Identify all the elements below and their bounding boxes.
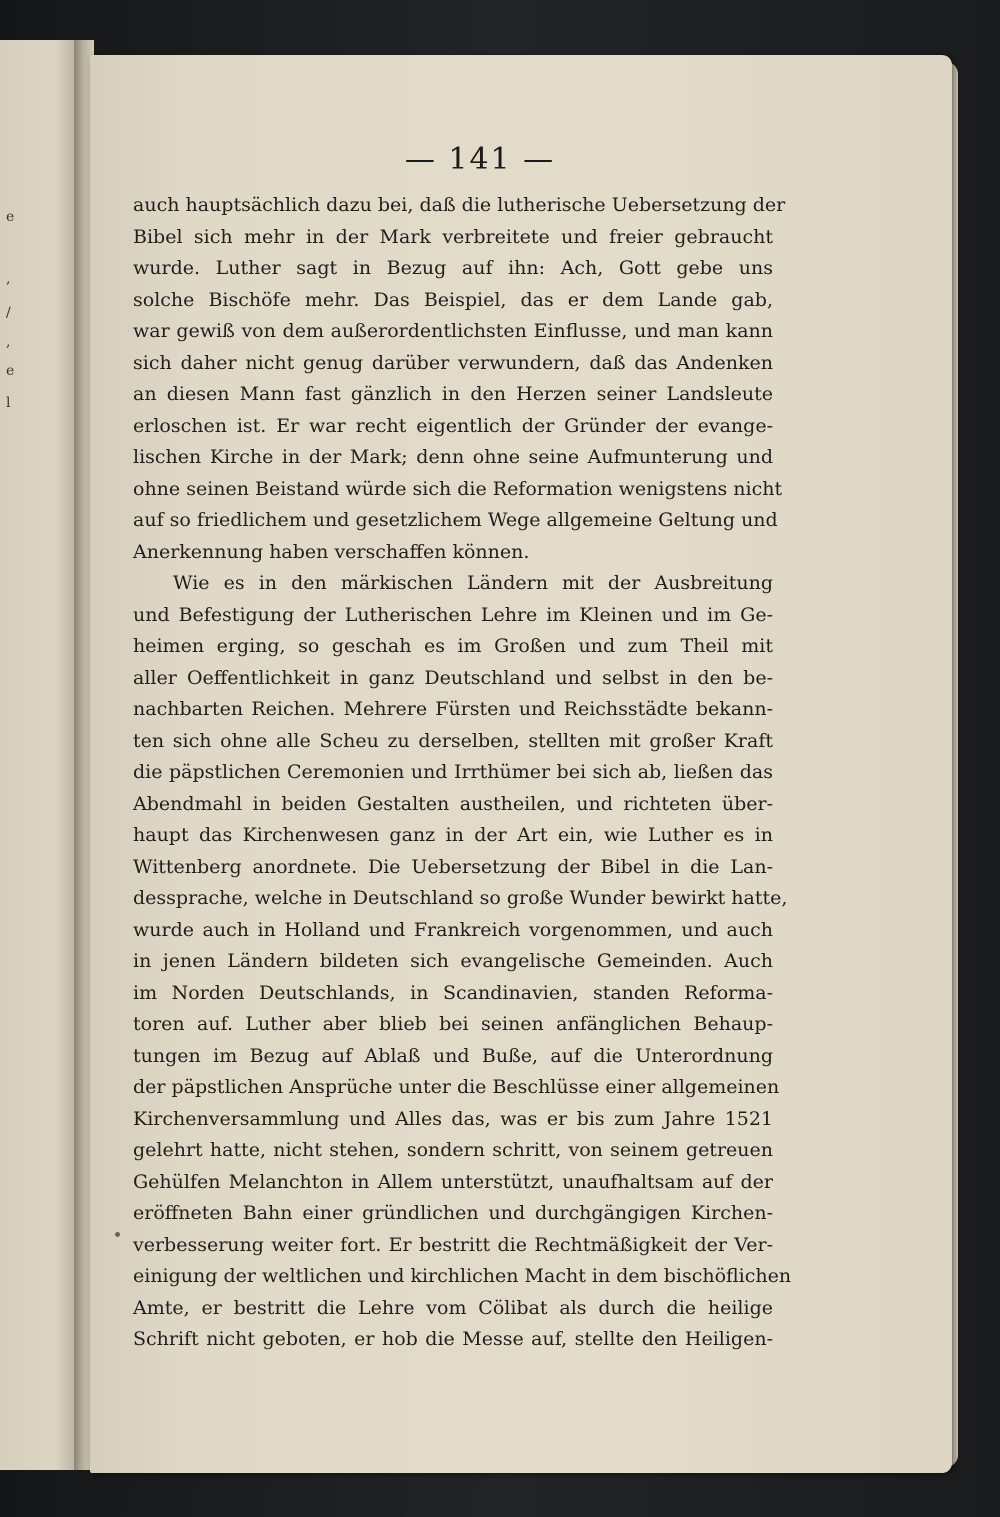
left-page-fragment: l bbox=[6, 395, 11, 411]
previous-page-edge bbox=[0, 40, 78, 1470]
body-text bbox=[133, 190, 792, 1356]
text-line: Bibel sich mehr in der Mark verbreitete und freier gebraucht bbox=[133, 225, 773, 248]
text-line: wurde. Luther sagt in Bezug auf ihn: Ach, Gott gebe uns bbox=[133, 257, 773, 279]
ink-speck bbox=[115, 1232, 120, 1237]
text-line: lischen Kirche in der Mark; denn ohne seine Aufmunterung und bbox=[133, 446, 773, 468]
text-line: auch hauptsächlich dazu bei, daß die lutherische Uebersetzung der bbox=[133, 194, 786, 216]
text-line: Wie es in den märkischen Ländern mit der Ausbreitung bbox=[173, 572, 773, 594]
text-line: Anerkennung haben verschaffen können. bbox=[133, 540, 530, 563]
left-page-fragment: , bbox=[6, 271, 11, 287]
text-line: ten sich ohne alle Scheu zu derselben, stellten mit großer Kraft bbox=[133, 729, 773, 752]
text-line: der päpstlichen Ansprüche unter die Beschlüsse einer allgemeinen bbox=[133, 1076, 780, 1098]
text-line: wurde auch in Holland und Frankreich vorgenommen, und auch bbox=[133, 918, 773, 941]
text-line: war gewiß von dem außerordentlichsten Einflusse, und man kann bbox=[133, 320, 773, 342]
text-line: in jenen Ländern bildeten sich evangelische Gemeinden. Auch bbox=[133, 950, 773, 972]
text-line: verbesserung weiter fort. Er bestritt die Rechtmäßigkeit der Ver- bbox=[133, 1233, 773, 1256]
text-line: einigung der weltlichen und kirchlichen Macht in dem bischöflichen bbox=[133, 1265, 792, 1287]
text-line: im Norden Deutschlands, in Scandinavien, standen Reforma- bbox=[133, 981, 773, 1004]
text-line: gelehrt hatte, nicht stehen, sondern schritt, von seinem getreuen bbox=[133, 1139, 773, 1161]
text-line: tungen im Bezug auf Ablaß und Buße, auf die Unterordnung bbox=[133, 1044, 773, 1067]
text-line: Gehülfen Melanchton in Allem unterstützt, unaufhaltsam auf der bbox=[133, 1170, 773, 1193]
text-line: solche Bischöfe mehr. Das Beispiel, das er dem Lande gab, bbox=[133, 288, 773, 311]
text-line: die päpstlichen Ceremonien und Irrthümer bei sich ab, ließen das bbox=[133, 761, 773, 783]
text-line: aller Oeffentlichkeit in ganz Deutschland und selbst in den be- bbox=[133, 666, 773, 689]
left-page-fragment: , bbox=[6, 334, 11, 350]
text-line: heimen erging, so geschah es im Großen und zum Theil mit bbox=[133, 635, 773, 657]
text-line: an diesen Mann fast gänzlich in den Herzen seiner Landsleute bbox=[133, 383, 773, 405]
text-line: toren auf. Luther aber blieb bei seinen anfänglichen Behaup- bbox=[133, 1013, 773, 1035]
text-line: Amte, er bestritt die Lehre vom Cölibat als durch die heilige bbox=[133, 1296, 773, 1319]
left-page-fragment: e bbox=[6, 363, 15, 379]
text-line: nachbarten Reichen. Mehrere Fürsten und Reichsstädte bekann- bbox=[133, 698, 773, 720]
paragraph bbox=[133, 568, 792, 1356]
text-line: haupt das Kirchenwesen ganz in der Art ein, wie Luther es in bbox=[133, 824, 773, 846]
text-line: auf so friedlichem und gesetzlichem Wege allgemeine Geltung und bbox=[133, 509, 778, 531]
text-line: Schrift nicht geboten, er hob die Messe auf, stellte den Heiligen- bbox=[133, 1328, 773, 1350]
paragraph bbox=[133, 190, 786, 568]
left-page-fragment: / bbox=[6, 305, 11, 321]
text-line: und Befestigung der Lutherischen Lehre im Kleinen und im Ge- bbox=[133, 603, 773, 626]
text-line: ohne seinen Beistand würde sich die Reformation wenigstens nicht bbox=[133, 477, 783, 500]
text-line: Wittenberg anordnete. Die Uebersetzung der Bibel in die Lan- bbox=[133, 855, 773, 878]
text-line: Kirchenversammlung und Alles das, was er bis zum Jahre 1521 bbox=[133, 1107, 773, 1130]
text-line: eröffneten Bahn einer gründlichen und durchgängigen Kirchen- bbox=[133, 1202, 773, 1224]
text-line: sich daher nicht genug darüber verwundern, daß das Andenken bbox=[133, 351, 773, 374]
page-number: — 141 — bbox=[404, 142, 556, 177]
left-page-fragment: e bbox=[6, 209, 15, 225]
text-line: erloschen ist. Er war recht eigentlich der Gründer der evange- bbox=[133, 414, 773, 437]
text-line: dessprache, welche in Deutschland so große Wunder bewirkt hatte, bbox=[133, 887, 788, 909]
text-line: Abendmahl in beiden Gestalten austheilen, und richteten über- bbox=[133, 792, 773, 815]
